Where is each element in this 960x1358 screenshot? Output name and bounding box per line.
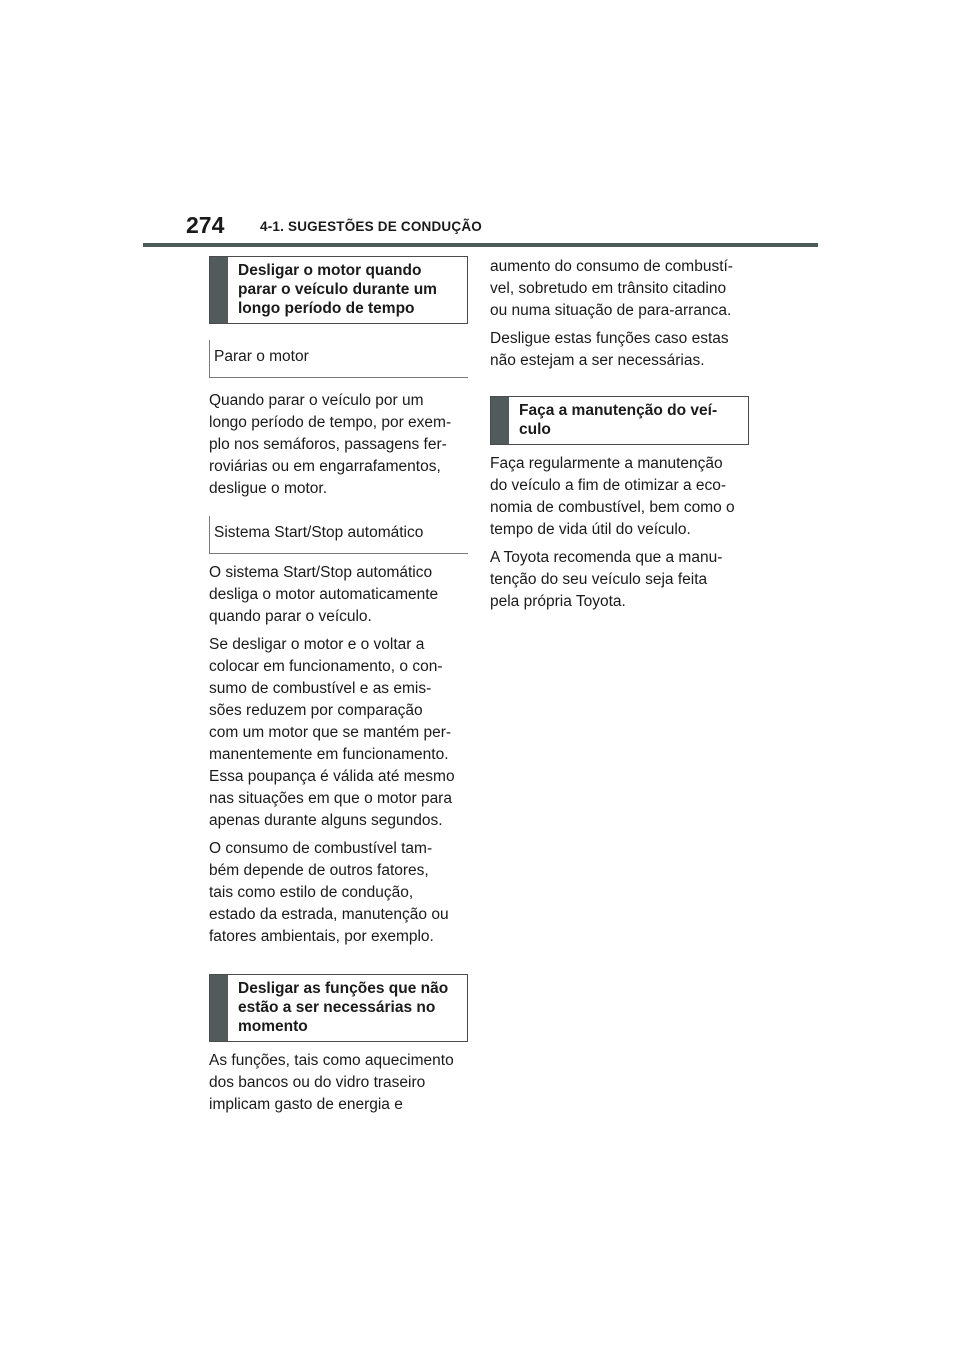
paragraph	[490, 256, 749, 322]
text-line: As funções, tais como aquecimento	[209, 1052, 454, 1069]
text-line: Desligue estas funções caso estas	[490, 330, 729, 347]
text-line: apenas durante alguns segundos.	[209, 812, 443, 829]
text-line: aumento do consumo de combustí-	[490, 258, 733, 275]
text-line: O sistema Start/Stop automático	[209, 564, 433, 581]
text-line: nomia de combustível, bem como o	[490, 499, 735, 516]
subheading-stop-engine	[209, 340, 468, 378]
text-line: não estejam a ser necessárias.	[490, 352, 705, 369]
paragraph	[209, 390, 468, 500]
text-line: tempo de vida útil do veículo.	[490, 521, 691, 538]
text-line: O consumo de combustível tam-	[209, 840, 433, 857]
section-heading-functions-off	[209, 974, 468, 1042]
paragraph	[490, 547, 749, 613]
text-line: ou numa situação de para-arranca.	[490, 302, 732, 319]
heading-line: longo período de tempo	[238, 300, 415, 317]
left-column	[209, 256, 468, 1116]
heading-bar	[210, 257, 228, 323]
heading-bar	[491, 397, 509, 444]
paragraph	[209, 1050, 468, 1116]
section-heading-engine-off	[209, 256, 468, 324]
heading-line: Faça a manutenção do veí-	[519, 402, 718, 419]
text-line: Faça regularmente a manutenção	[490, 455, 723, 472]
heading-line: parar o veículo durante um	[238, 281, 437, 298]
text-line: Se desligar o motor e o voltar a	[209, 636, 425, 653]
text-line: Quando parar o veículo por um	[209, 392, 424, 409]
text-line: pela própria Toyota.	[490, 593, 626, 610]
text-line: do veículo a fim de otimizar a eco-	[490, 477, 727, 494]
subheading-marker	[209, 516, 210, 553]
text-line: fatores ambientais, por exemplo.	[209, 928, 434, 945]
paragraph	[209, 634, 468, 832]
text-line: Essa poupança é válida até mesmo	[209, 768, 455, 785]
heading-line: estão a ser necessárias no	[238, 999, 436, 1016]
text-line: com um motor que se mantém per-	[209, 724, 452, 741]
text-line: desligue o motor.	[209, 480, 328, 497]
subheading-start-stop	[209, 516, 468, 554]
heading-line: Desligar o motor quando	[238, 262, 422, 279]
paragraph	[209, 562, 468, 628]
text-line: bém depende de outros fatores,	[209, 862, 429, 879]
text-line: roviárias ou em engarrafamentos,	[209, 458, 441, 475]
subheading-text: Parar o motor	[214, 348, 309, 365]
text-line: sumo de combustível e as emis-	[209, 680, 432, 697]
text-line: A Toyota recomenda que a manu-	[490, 549, 723, 566]
text-line: estado da estrada, manutenção ou	[209, 906, 449, 923]
text-line: longo período de tempo, por exem-	[209, 414, 452, 431]
subheading-text: Sistema Start/Stop automático	[214, 524, 424, 541]
heading-line: momento	[238, 1018, 308, 1035]
paragraph	[490, 328, 749, 372]
header-rule	[143, 243, 818, 247]
heading-line: Desligar as funções que não	[238, 980, 449, 997]
text-line: desliga o motor automaticamente	[209, 586, 439, 603]
text-line: tais como estilo de condução,	[209, 884, 414, 901]
subheading-marker	[209, 340, 210, 377]
text-line: tenção do seu veículo seja feita	[490, 571, 708, 588]
right-column	[490, 256, 749, 613]
text-line: colocar em funcionamento, o con-	[209, 658, 443, 675]
text-line: dos bancos ou do vidro traseiro	[209, 1074, 426, 1091]
text-line: sões reduzem por comparação	[209, 702, 423, 719]
section-heading-maintenance	[490, 396, 749, 445]
paragraph	[490, 453, 749, 541]
chapter-title: 4-1. SUGESTÕES DE CONDUÇÃO	[260, 219, 482, 234]
page-number: 274	[186, 212, 225, 238]
heading-line: culo	[519, 421, 551, 438]
text-line: plo nos semáforos, passagens fer-	[209, 436, 447, 453]
text-line: nas situações em que o motor para	[209, 790, 452, 807]
text-line: quando parar o veículo.	[209, 608, 372, 625]
paragraph	[209, 838, 468, 948]
heading-bar	[210, 975, 228, 1041]
text-line: vel, sobretudo em trânsito citadino	[490, 280, 727, 297]
text-line: manentemente em funcionamento.	[209, 746, 449, 763]
text-line: implicam gasto de energia e	[209, 1096, 403, 1113]
